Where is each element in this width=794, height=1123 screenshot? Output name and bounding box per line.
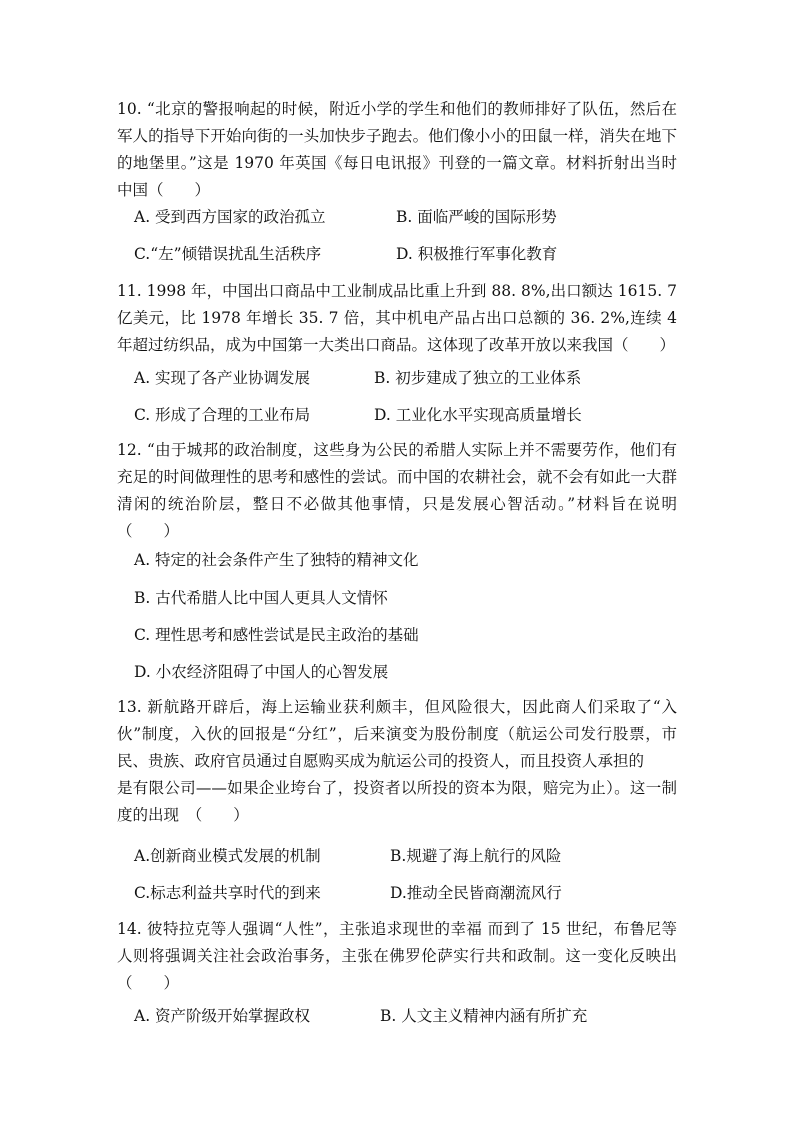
question-10-option-c[interactable]: C.“左”倾错误扰乱生活秩序 xyxy=(134,245,322,263)
question-14 xyxy=(117,916,677,997)
question-13-options-row-2 xyxy=(134,881,694,905)
question-13-option-b[interactable]: B.规避了海上航行的风险 xyxy=(390,847,562,865)
question-11-option-b[interactable]: B. 初步建成了独立的工业体系 xyxy=(374,369,582,387)
question-12-option-d[interactable]: D. 小农经济阻碍了中国人的心智发展 xyxy=(134,663,389,681)
question-12 xyxy=(117,437,677,545)
question-12-option-a[interactable]: A. 特定的社会条件产生了独特的精神文化 xyxy=(134,551,419,569)
question-13-stem-part1: 13. 新航路开辟后，海上运输业获利颇丰，但风险很大，因此商人们采取了“入伙”制度，入伙的回报是“分红”，后来演变为股份制度（航运公司发行股票，市民、贵族、政府官员通过自愿购买成为航运公司的投资人，而且投资人承担的 xyxy=(117,698,677,770)
question-13-continued xyxy=(117,775,677,829)
question-13 xyxy=(117,694,677,775)
question-14-options-row-1 xyxy=(134,1004,694,1028)
question-10-option-b[interactable]: B. 面临严峻的国际形势 xyxy=(396,208,557,226)
question-10-option-a[interactable]: A. 受到西方国家的政治孤立 xyxy=(134,208,326,226)
question-14-option-b[interactable]: B. 人文主义精神内涵有所扩充 xyxy=(380,1007,588,1025)
question-14-option-a[interactable]: A. 资产阶级开始掌握政权 xyxy=(134,1007,311,1025)
question-13-option-a[interactable]: A.创新商业模式发展的机制 xyxy=(134,847,321,865)
question-10 xyxy=(117,96,677,204)
question-11-stem: 11. 1998 年，中国出口商品中工业制成品比重上升到 88. 8%,出口额达 1615. 7 亿美元，比 1978 年增长 35. 7 倍，其中机电产品占出口总额的 36. 2%,连续 4 年超过纺织品，成为中国第一大类出口商品。这体现了改革开放以来我国（ ） xyxy=(117,282,677,354)
question-10-options-row-2 xyxy=(134,242,694,266)
question-13-options-row-1 xyxy=(134,844,694,868)
question-11-option-c[interactable]: C. 形成了合理的工业布局 xyxy=(134,406,311,424)
question-10-options-row-1 xyxy=(134,205,694,229)
question-11-option-d[interactable]: D. 工业化水平实现高质量增长 xyxy=(374,406,582,424)
question-13-stem-part2: 是有限公司——如果企业垮台了，投资者以所投的资本为限，赔完为止）。这一制度的出现 （ ） xyxy=(117,779,677,824)
question-11 xyxy=(117,278,677,359)
question-13-option-c[interactable]: C.标志利益共享时代的到来 xyxy=(134,884,321,902)
question-12-option-b[interactable]: B. 古代希腊人比中国人更具人文情怀 xyxy=(134,589,388,607)
question-13-option-d[interactable]: D.推动全民皆商潮流风行 xyxy=(390,884,562,902)
question-12-option-c[interactable]: C. 理性思考和感性尝试是民主政治的基础 xyxy=(134,626,419,644)
question-14-stem: 14. 彼特拉克等人强调“人性”，主张追求现世的幸福 而到了 15 世纪，布鲁尼等人则将强调关注社会政治事务，主张在佛罗伦萨实行共和政制。这一变化反映出（ ） xyxy=(117,920,677,992)
question-10-option-d[interactable]: D. 积极推行军事化教育 xyxy=(396,245,558,263)
question-12-stem: 12. “由于城邦的政治制度，这些身为公民的希腊人实际上并不需要劳作，他们有充足的时间做理性的思考和感性的尝试。而中国的农耕社会，就不会有如此一大群清闲的统治阶层，整日不必做其他事情，只是发展心智活动。”材料旨在说明（ ） xyxy=(117,441,677,540)
question-11-option-a[interactable]: A. 实现了各产业协调发展 xyxy=(134,369,311,387)
question-10-stem: 10. “北京的警报响起的时候，附近小学的学生和他们的教师排好了队伍，然后在军人的指导下开始向街的一头加快步子跑去。他们像小小的田鼠一样，消失在地下的地堡里。”这是 1970 年英国《每日电讯报》刊登的一篇文章。材料折射出当时中国（ ） xyxy=(117,100,677,199)
question-11-options-row-1 xyxy=(134,366,694,390)
question-11-options-row-2 xyxy=(134,403,694,427)
